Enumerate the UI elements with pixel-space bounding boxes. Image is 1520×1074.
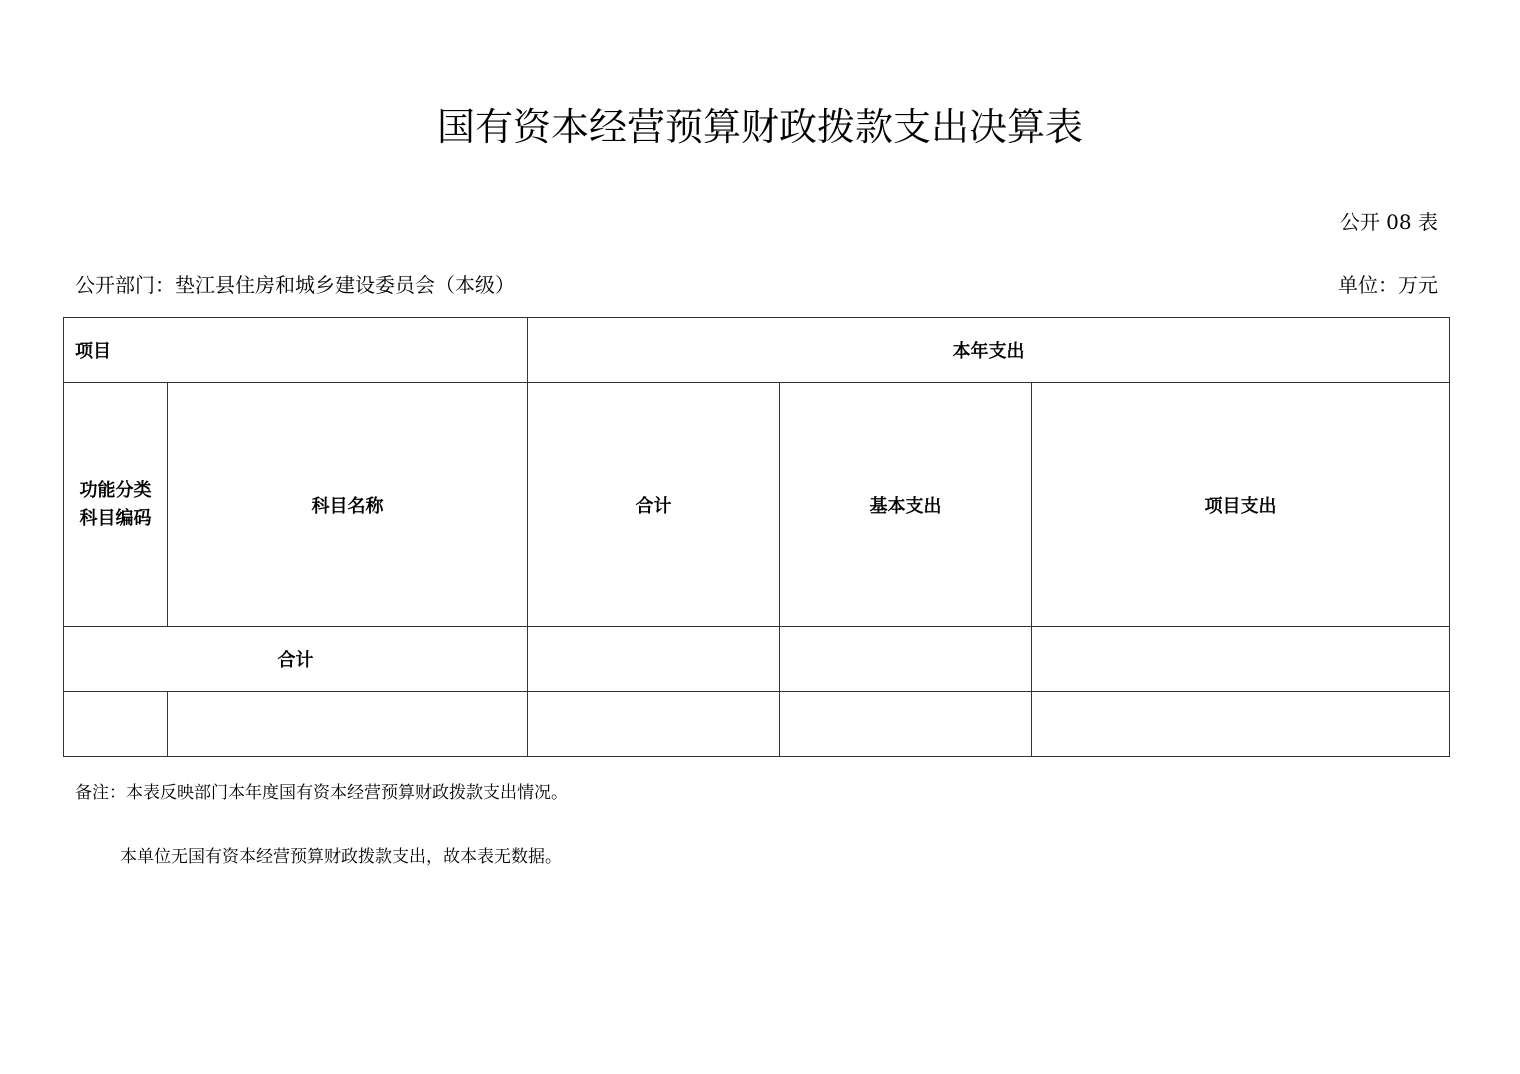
table-total-row [64,627,1450,692]
total-row-project-value [1032,627,1450,692]
col-basic-expense-header: 基本支出 [780,383,1032,627]
col-code-line1: 功能分类 [79,479,152,501]
col-code-header [64,383,168,627]
col-project-expense-header: 项目支出 [1032,383,1450,627]
table-cell-project [1032,692,1450,757]
total-row-label: 合计 [64,627,528,692]
table-column-header-row [64,383,1450,627]
form-number: 公开 08 表 [1339,210,1438,234]
table-row [64,692,1450,757]
expense-table [63,317,1450,757]
total-row-basic-value [780,627,1032,692]
unit-label: 单位：万元 [1338,273,1438,297]
no-data-note: 本单位无国有资本经营预算财政拨款支出，故本表无数据。 [120,847,562,867]
col-code-line2: 科目编码 [79,507,152,529]
document-title: 国有资本经营预算财政拨款支出决算表 [436,105,1083,149]
table-cell-code [64,692,168,757]
header-item-cell: 项目 [64,318,528,383]
table-cell-basic [780,692,1032,757]
table-header-row [64,318,1450,383]
department-label: 公开部门：垫江县住房和城乡建设委员会（本级） [75,273,515,297]
table-cell-subject [168,692,528,757]
remark-note: 备注：本表反映部门本年度国有资本经营预算财政拨款支出情况。 [75,783,568,803]
col-subject-name-header: 科目名称 [168,383,528,627]
table-cell-total [528,692,780,757]
col-code-label [73,477,159,533]
col-total-header: 合计 [528,383,780,627]
total-row-total-value [528,627,780,692]
header-year-expense-cell: 本年支出 [528,318,1450,383]
